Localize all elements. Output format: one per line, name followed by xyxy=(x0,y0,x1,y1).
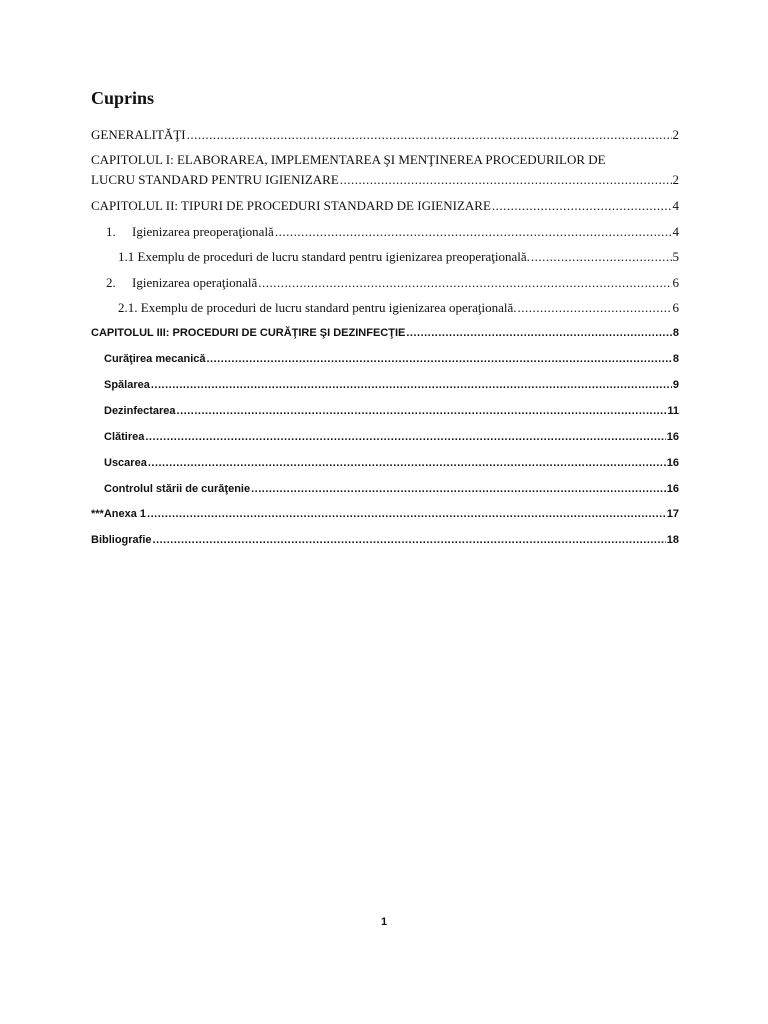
toc-entry-page: 8 xyxy=(672,327,679,339)
toc-entry-text: Igienizarea preoperaţională xyxy=(132,224,274,239)
toc-entry-page: 16 xyxy=(666,431,679,443)
toc-entry-text: 2.1. Exemplu de proceduri de lucru standard pentru igienizarea operaţională. xyxy=(118,300,517,315)
toc-leader-dots xyxy=(340,172,672,188)
toc-entry-page: 4 xyxy=(672,224,679,239)
toc-entry-igienizarea-preoperationala[interactable] xyxy=(106,224,679,240)
toc-entry-spalarea[interactable] xyxy=(104,377,679,393)
toc-entry-page: 4 xyxy=(672,198,679,213)
toc-leader-dots xyxy=(151,377,672,393)
toc-entry-capitolul-2[interactable] xyxy=(91,198,679,214)
toc-leader-dots xyxy=(275,224,672,240)
toc-entry-exemplu-preoperationala[interactable] xyxy=(118,249,679,265)
toc-entry-page: 11 xyxy=(667,405,679,417)
toc-entry-curatirea-mecanica[interactable] xyxy=(104,351,679,367)
toc-leader-dots xyxy=(187,127,672,143)
toc-entry-page: 16 xyxy=(666,483,679,495)
toc-entry-page: 5 xyxy=(672,249,679,264)
toc-leader-dots xyxy=(147,506,666,522)
toc-leader-dots xyxy=(153,532,666,548)
toc-entry-text: 1.1 Exemplu de proceduri de lucru standard pentru igienizarea preoperaţională. xyxy=(118,249,530,264)
toc-entry-text: Controlul stării de curăţenie xyxy=(104,483,251,495)
toc-leader-dots xyxy=(145,429,665,445)
toc-entry-text: Bibliografie xyxy=(91,534,152,546)
toc-leader-dots xyxy=(251,481,666,497)
toc-entry-text: CAPITOLUL II: TIPURI DE PROCEDURI STANDARD DE IGIENIZARE xyxy=(91,198,491,213)
toc-entry-page: 2 xyxy=(672,127,679,142)
toc-entry-text: Clătirea xyxy=(104,431,145,443)
toc-entry-capitolul-1[interactable] xyxy=(91,172,679,188)
toc-leader-dots xyxy=(207,351,672,367)
toc-entry-text: Curăţirea mecanică xyxy=(104,353,206,365)
toc-entry-page: 16 xyxy=(666,457,679,469)
toc-leader-dots xyxy=(258,275,671,291)
toc-entry-text: ***Anexa 1 xyxy=(91,508,147,520)
toc-entry-page: 18 xyxy=(666,534,679,546)
toc-leader-dots xyxy=(492,198,672,214)
toc-entry-capitolul-1-line1[interactable]: CAPITOLUL I: ELABORAREA, IMPLEMENTAREA ŞI MENŢINEREA PROCEDURILOR DE xyxy=(91,152,606,167)
toc-entry-text: Dezinfectarea xyxy=(104,405,176,417)
toc-entry-text: Igienizarea operaţională xyxy=(132,275,258,290)
toc-entry-text: GENERALITĂŢI xyxy=(91,127,186,142)
toc-entry-anexa-1[interactable] xyxy=(91,506,679,522)
toc-entry-exemplu-operationala[interactable] xyxy=(118,300,679,316)
toc-entry-controlul-starii[interactable] xyxy=(104,481,679,497)
toc-entry-text: CAPITOLUL III: PROCEDURI DE CURĂŢIRE ŞI DEZINFECŢIE xyxy=(91,327,406,339)
toc-entry-bibliografie[interactable] xyxy=(91,532,679,548)
toc-entry-page: 6 xyxy=(672,275,679,290)
toc-entry-number: 1. xyxy=(106,224,116,239)
toc-entry-capitolul-3[interactable] xyxy=(91,325,679,341)
toc-entry-text: LUCRU STANDARD PENTRU IGIENIZARE xyxy=(91,172,339,187)
toc-entry-uscarea[interactable] xyxy=(104,455,679,471)
toc-entry-text: Spălarea xyxy=(104,379,150,391)
toc-leader-dots xyxy=(406,325,672,341)
toc-leader-dots xyxy=(177,403,667,419)
toc-leader-dots xyxy=(148,455,666,471)
toc-entry-page: 9 xyxy=(672,379,679,391)
toc-entry-number: 2. xyxy=(106,275,116,290)
toc-entry-page: 6 xyxy=(672,300,679,315)
toc-entry-page: 2 xyxy=(672,172,679,187)
toc-entry-dezinfectarea[interactable] xyxy=(104,403,679,419)
toc-leader-dots xyxy=(531,249,672,265)
toc-entry-generalitati[interactable] xyxy=(91,127,679,143)
toc-entry-clatirea[interactable] xyxy=(104,429,679,445)
toc-entry-igienizarea-operationala[interactable] xyxy=(106,275,679,291)
toc-entry-page: 17 xyxy=(666,508,679,520)
toc-leader-dots xyxy=(518,300,672,316)
toc-entry-page: 8 xyxy=(672,353,679,365)
toc-entry-text: Uscarea xyxy=(104,457,147,469)
page-number: 1 xyxy=(380,916,388,928)
toc-title: Cuprins xyxy=(91,88,155,108)
